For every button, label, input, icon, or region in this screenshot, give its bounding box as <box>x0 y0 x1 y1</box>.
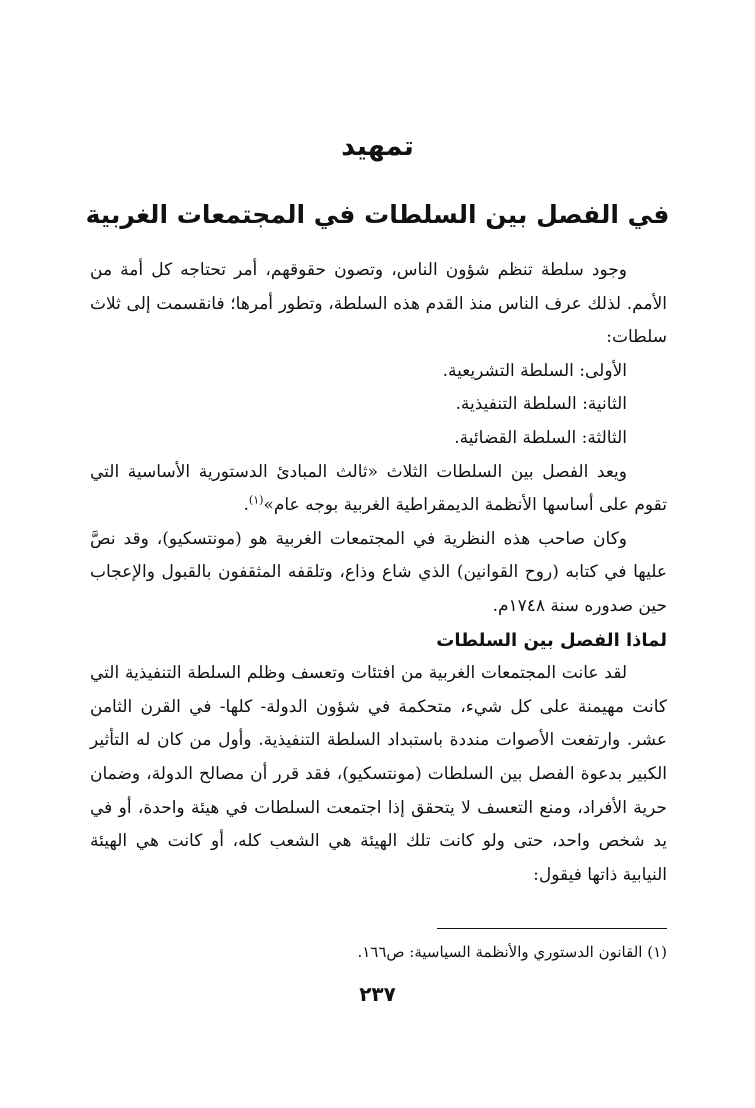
page-body <box>90 254 667 892</box>
page-number: ٢٣٧ <box>359 982 396 1006</box>
list-item-legislative: الأولى: السلطة التشريعية. <box>442 360 627 381</box>
paragraph-separation-end: . <box>243 495 249 516</box>
section-heading: لماذا الفصل بين السلطات <box>436 629 667 651</box>
list-item-judicial: الثالثة: السلطة القضائية. <box>454 427 627 448</box>
paragraph-separation-text: ويعد الفصل بين السلطات الثلاث «ثالث المبادئ الدستورية الأساسية التي تقوم على أساسها الأنظمة الديمقراطية الغربية بوجه عام» <box>90 461 667 516</box>
footnote-marker: (١) <box>248 493 264 507</box>
list-item-executive: الثانية: السلطة التنفيذية. <box>455 394 627 415</box>
paragraph-why-separation: لقد عانت المجتمعات الغربية من افتئات وتعسف وظلم السلطة التنفيذية التي كانت مهيمنة على كل شيء، متحكمة في شؤون الدولة- كلها- في القرن الثامن عشر. وارتفعت الأصوات منددة باستبداد السلطة التنفيذية. وأول من كان له التأثير الكبير بدعوة الفصل بين السلطات (مونتسكيو)، فقد قرر أن مصالح الدولة، وضمان حرية الأفراد، ومنع التعسف لا يتحقق إذا اجتمعت السلطات في هيئة واحدة، أو في يد شخص واحد، حتى ولو كانت تلك الهيئة هي الشعب كله، أو كانت هي الهيئة النيابية ذاتها فيقول: <box>90 663 667 885</box>
paragraph-intro: وجود سلطة تنظم شؤون الناس، وتصون حقوقهم، أمر تحتاجه كل أمة من الأمم. لذلك عرف الناس منذ القدم هذه السلطة، وتطور أمرها؛ فانقسمت إلى ثلاث سلطات: <box>90 260 667 348</box>
footnote: (١) القانون الدستوري والأنظمة السياسية: ص١٦٦. <box>357 943 667 961</box>
footnote-divider <box>437 928 667 929</box>
chapter-title: تمهيد <box>341 131 414 162</box>
chapter-subtitle: في الفصل بين السلطات في المجتمعات الغربية <box>85 200 670 229</box>
paragraph-separation-principle <box>90 456 667 523</box>
paragraph-montesquieu: وكان صاحب هذه النظرية في المجتمعات الغربية هو (مونتسكيو)، وقد نصَّ عليها في كتابه (روح القوانين) الذي شاع وذاع، وتلقفه المثقفون بالقبول والإعجاب حين صدوره سنة ١٧٤٨م. <box>90 528 667 616</box>
